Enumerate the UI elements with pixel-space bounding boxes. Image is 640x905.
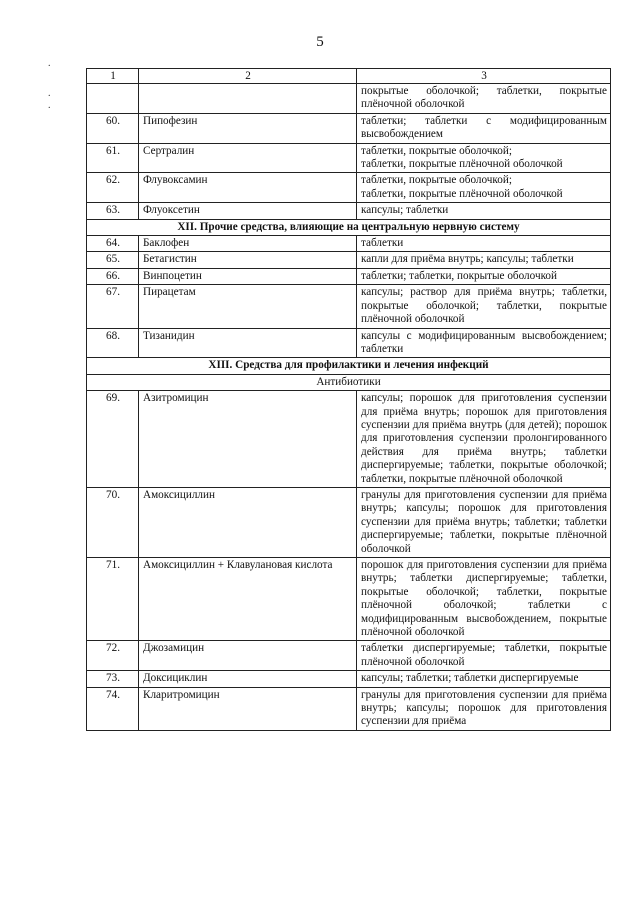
table-row [87, 268, 611, 284]
row-number: 67. [87, 285, 139, 328]
drug-name: Винпоцетин [139, 268, 357, 284]
drug-table [86, 68, 611, 731]
margin-mark: . [48, 100, 51, 111]
table-row [87, 252, 611, 268]
dosage-form: гранулы для приготовления суспензии для приёма внутрь; капсулы; порошок для приготовления суспензии для приёма [357, 687, 611, 730]
row-number: 68. [87, 328, 139, 358]
dosage-form: таблетки, покрытые оболочкой; таблетки, покрытые плёночной оболочкой [357, 143, 611, 173]
dosage-form: таблетки; таблетки с модифицированным высвобождением [357, 113, 611, 143]
row-number [87, 84, 139, 114]
row-number: 73. [87, 671, 139, 687]
dosage-form: гранулы для приготовления суспензии для приёма внутрь; капсулы; порошок для приготовления суспензии для приёма внутрь; таблетки; таблетки диспергируемые; таблетки, покрытые плёночной оболочкой [357, 487, 611, 557]
table-row [87, 687, 611, 730]
drug-name: Амоксициллин + Клавулановая кислота [139, 558, 357, 641]
row-number: 60. [87, 113, 139, 143]
table-row [87, 84, 611, 114]
table-row [87, 285, 611, 328]
row-number: 64. [87, 236, 139, 252]
row-number: 71. [87, 558, 139, 641]
dosage-form: капли для приёма внутрь; капсулы; таблетки [357, 252, 611, 268]
margin-mark: . [48, 58, 51, 69]
row-number: 69. [87, 391, 139, 488]
column-header-number: 1 [87, 69, 139, 84]
table-body [87, 84, 611, 731]
table-row [87, 236, 611, 252]
drug-name: Доксициклин [139, 671, 357, 687]
table-row [87, 641, 611, 671]
section-title: XIII. Средства для профилактики и лечения инфекций [87, 358, 611, 374]
margin-mark: . [48, 88, 51, 99]
dosage-form: капсулы; таблетки; таблетки диспергируемые [357, 671, 611, 687]
dosage-form: капсулы; порошок для приготовления суспензии для приёма внутрь; порошок для приготовления суспензии для приёма внутрь (для детей); порошок для приготовления суспензии пролонгированного действия для приёма внутрь; таблетки диспергируемые; таблетки, покрытые оболочкой; таблетки, покрытые плёночной оболочкой [357, 391, 611, 488]
drug-name: Тизанидин [139, 328, 357, 358]
drug-name: Флувоксамин [139, 173, 357, 203]
dosage-form: таблетки диспергируемые; таблетки, покрытые плёночной оболочкой [357, 641, 611, 671]
section-header-row [87, 358, 611, 374]
drug-name: Бетагистин [139, 252, 357, 268]
page-number: 5 [316, 34, 324, 50]
section-title: XII. Прочие средства, влияющие на центральную нервную систему [87, 219, 611, 235]
drug-name: Баклофен [139, 236, 357, 252]
drug-name: Флуоксетин [139, 203, 357, 219]
subsection-title: Антибиотики [87, 374, 611, 390]
drug-name: Азитромицин [139, 391, 357, 488]
drug-name: Пипофезин [139, 113, 357, 143]
dosage-form: капсулы; раствор для приёма внутрь; таблетки, покрытые оболочкой; таблетки, покрытые плёночной оболочкой [357, 285, 611, 328]
row-number: 62. [87, 173, 139, 203]
dosage-form: таблетки [357, 236, 611, 252]
drug-name: Пирацетам [139, 285, 357, 328]
column-header-form: 3 [357, 69, 611, 84]
row-number: 65. [87, 252, 139, 268]
dosage-form: покрытые оболочкой; таблетки, покрытые плёночной оболочкой [357, 84, 611, 114]
table-row [87, 391, 611, 488]
section-header-row [87, 219, 611, 235]
drug-name: Кларитромицин [139, 687, 357, 730]
drug-name: Амоксициллин [139, 487, 357, 557]
table-row [87, 203, 611, 219]
drug-name: Джозамицин [139, 641, 357, 671]
table-row [87, 173, 611, 203]
dosage-form: порошок для приготовления суспензии для приёма внутрь; таблетки диспергируемые; таблетки, покрытые оболочкой; таблетки, покрытые плёночной оболочкой; таблетки с модифицированным высвобождением, покрытые плёночной оболочкой [357, 558, 611, 641]
row-number: 61. [87, 143, 139, 173]
table-row [87, 143, 611, 173]
row-number: 70. [87, 487, 139, 557]
row-number: 66. [87, 268, 139, 284]
row-number: 63. [87, 203, 139, 219]
table-row [87, 113, 611, 143]
drug-name [139, 84, 357, 114]
dosage-form: капсулы; таблетки [357, 203, 611, 219]
table-row [87, 328, 611, 358]
row-number: 74. [87, 687, 139, 730]
table-row [87, 671, 611, 687]
row-number: 72. [87, 641, 139, 671]
table-header-row [87, 69, 611, 84]
column-header-name: 2 [139, 69, 357, 84]
table-row [87, 558, 611, 641]
dosage-form: таблетки; таблетки, покрытые оболочкой [357, 268, 611, 284]
drug-name: Сертралин [139, 143, 357, 173]
dosage-form: таблетки, покрытые оболочкой; таблетки, покрытые плёночной оболочкой [357, 173, 611, 203]
subsection-header-row [87, 374, 611, 390]
table-row [87, 487, 611, 557]
dosage-form: капсулы с модифицированным высвобождением; таблетки [357, 328, 611, 358]
